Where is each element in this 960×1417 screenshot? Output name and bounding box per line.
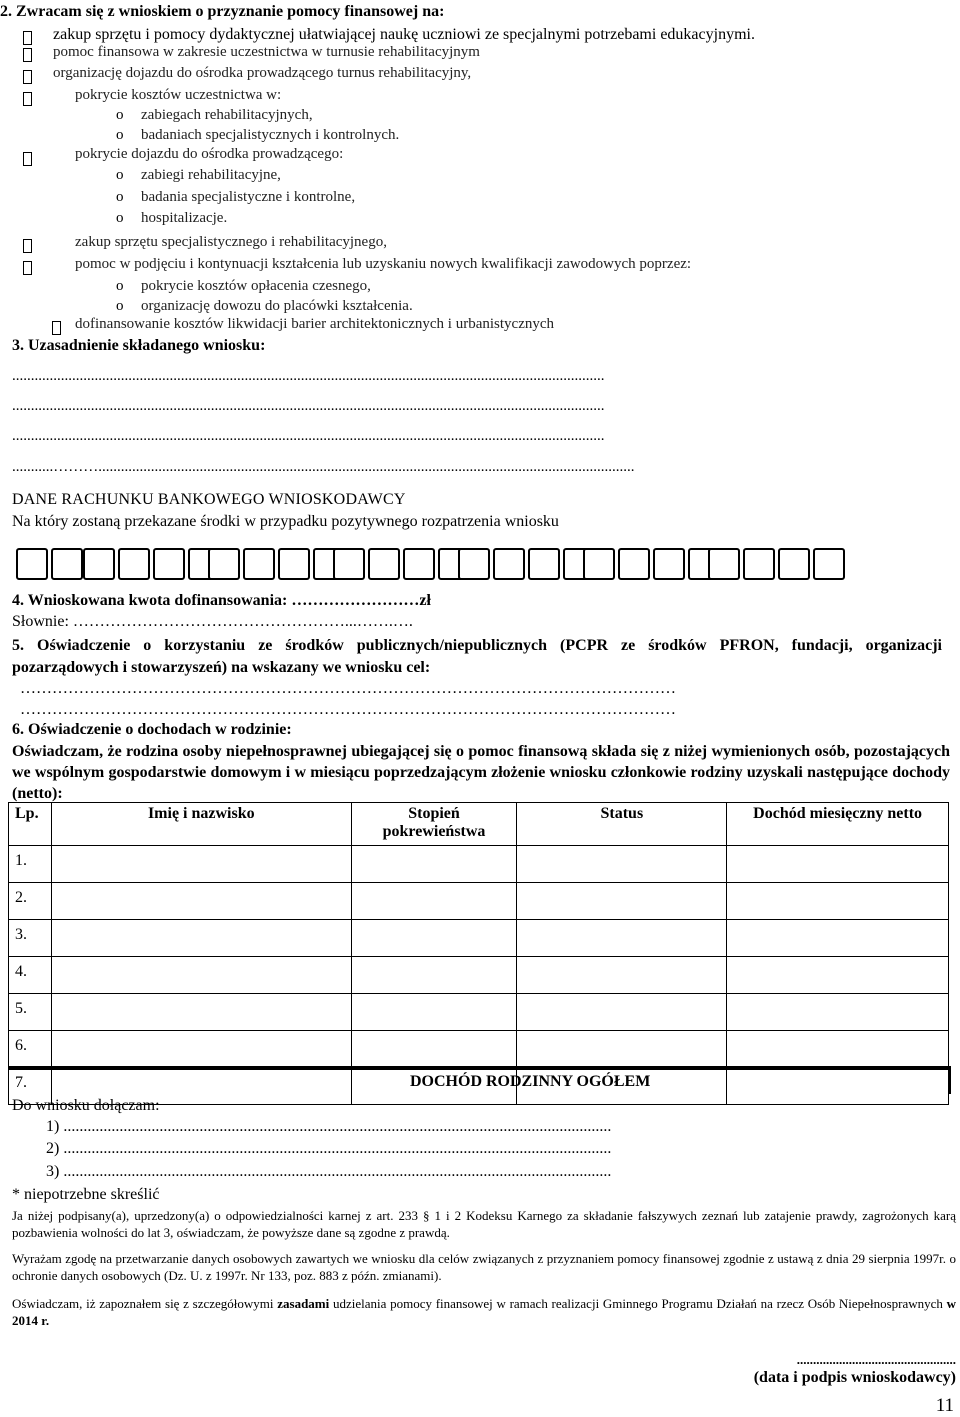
row-number: 7.: [9, 1068, 52, 1105]
amount-words-row: [12, 613, 413, 631]
rules-text-1: Oświadczam, iż zapoznałem się z szczegółowymi: [12, 1296, 278, 1311]
bank-subtitle: Na który zostaną przekazane środki w przypadku pozytywnego rozpatrzenia wniosku: [12, 513, 559, 530]
total-income-label: DOCHÓD RODZINNY OGÓŁEM: [410, 1073, 651, 1090]
account-digit-box[interactable]: [813, 548, 845, 580]
status-cell[interactable]: [517, 846, 727, 883]
checkbox-2[interactable]: [23, 48, 32, 62]
option-4a-label: zabiegach rehabilitacyjnych,: [141, 107, 313, 123]
column-header-income: Dochód miesięczny netto: [727, 803, 949, 846]
table-row: [9, 846, 949, 883]
option-5b-label: badania specjalistyczne i kontrolne,: [141, 189, 356, 205]
column-header-name: Imię i nazwisko: [51, 803, 351, 846]
amount-words-label: Słownie:: [12, 613, 73, 630]
account-digit-box[interactable]: [51, 548, 83, 580]
account-digit-box[interactable]: [278, 548, 310, 580]
name-cell[interactable]: [51, 994, 351, 1031]
option-5c-label: hospitalizacje.: [141, 210, 228, 226]
option-4-label: pokrycie kosztów uczestnictwa w:: [75, 87, 282, 103]
footnote: * niepotrzebne skreślić: [12, 1186, 160, 1203]
rules-text-2: zasadami: [277, 1296, 330, 1311]
account-digit-box[interactable]: [208, 548, 240, 580]
account-digit-box[interactable]: [653, 548, 685, 580]
income-table: [8, 802, 949, 1105]
name-cell[interactable]: [51, 920, 351, 957]
funding-line-1[interactable]: ……………………………………………………………………………………………………………: [20, 680, 676, 697]
option-7-label: pomoc w podjęciu i kontynuacji kształcenia lub uzyskaniu nowych kwalifikacji zawodowych poprzez:: [75, 256, 692, 272]
name-cell[interactable]: [51, 883, 351, 920]
amount-row: [12, 592, 431, 610]
relation-cell[interactable]: [351, 883, 517, 920]
account-group-3: [208, 548, 345, 580]
attachment-item-2[interactable]: 2) .........................................................................................................................................: [46, 1140, 612, 1157]
amount-words-field[interactable]: ……………………………………………...…….….: [72, 613, 413, 630]
option-3-label: organizację dojazdu do ośrodka prowadzącego turnus rehabilitacyjny,: [53, 65, 472, 81]
account-digit-box[interactable]: [528, 548, 560, 580]
status-cell[interactable]: [517, 920, 727, 957]
amount-label: 4. Wnioskowana kwota dofinansowania:: [12, 592, 292, 609]
row-number: 3.: [9, 920, 52, 957]
account-digit-box[interactable]: [118, 548, 150, 580]
table-row: [9, 994, 949, 1031]
option-6-label: zakup sprzętu specjalistycznego i rehabilitacyjnego,: [75, 234, 387, 250]
account-group-6: [583, 548, 720, 580]
status-cell[interactable]: [517, 994, 727, 1031]
account-digit-box[interactable]: [583, 548, 615, 580]
income-cell[interactable]: [727, 957, 949, 994]
account-digit-box[interactable]: [243, 548, 275, 580]
justification-line-2[interactable]: ..............................................................................................................................................................: [12, 398, 605, 414]
relation-cell[interactable]: [351, 994, 517, 1031]
sub-marker: o: [116, 167, 124, 183]
account-group-1: [16, 548, 83, 580]
option-8-label: dofinansowanie kosztów likwidacji barier architektonicznych i urbanistycznych: [75, 316, 555, 332]
relation-cell[interactable]: [351, 920, 517, 957]
income-cell[interactable]: [727, 846, 949, 883]
signature-label: (data i podpis wnioskodawcy): [753, 1369, 956, 1386]
table-header-row: [9, 803, 949, 846]
income-statement: Oświadczam, że rodzina osoby niepełnosprawnej ubiegającej się o pomoc finansową składa się z niżej wymienionych osób, pozostających we wspólnym gospodarstwie domowym i w miesiącu poprzedzającym złożenie wniosku członkowie rodziny uzyskali następujące dochody (netto):: [12, 743, 950, 802]
account-group-7: [708, 548, 845, 580]
legal-declaration: Ja niżej podpisany(a), uprzedzony(a) o odpowiedzialności karnej z art. 233 § 1 i 2 Kodeksu Karnego za składanie fałszywych zeznań lub zatajenie prawdy, zagrożonych karą pozbawienia wolności do lat 3, oświadczam, że powyższe dane są zgodne z prawdą.: [12, 1208, 956, 1240]
justification-line-3[interactable]: ..............................................................................................................................................................: [12, 428, 605, 444]
relation-cell[interactable]: [351, 846, 517, 883]
section-6-heading: 6. Oświadczenie o dochodach w rodzinie:: [12, 721, 292, 738]
row-number: 4.: [9, 957, 52, 994]
rules-text-3: udzielania pomocy finansowej w ramach realizacji Gminnego Programu Działań na rzecz Osób Niepełnosprawnych: [329, 1296, 947, 1311]
income-cell[interactable]: [727, 994, 949, 1031]
option-5a-label: zabiegi rehabilitacyjne,: [141, 167, 281, 183]
income-cell[interactable]: [727, 1031, 949, 1068]
column-header-status: Status: [517, 803, 727, 846]
sub-marker: o: [116, 298, 124, 314]
relation-cell[interactable]: [351, 1031, 517, 1068]
attachment-item-1[interactable]: 1) .........................................................................................................................................: [46, 1118, 612, 1135]
checkbox-8[interactable]: [52, 321, 61, 335]
account-group-4: [333, 548, 470, 580]
account-digit-box[interactable]: [333, 548, 365, 580]
account-digit-box[interactable]: [618, 548, 650, 580]
account-digit-box[interactable]: [708, 548, 740, 580]
account-group-5: [458, 548, 595, 580]
column-header-lp: Lp.: [9, 803, 52, 846]
option-5-label: pokrycie dojazdu do ośrodka prowadzącego:: [75, 146, 344, 162]
name-cell[interactable]: [51, 846, 351, 883]
checkbox-4[interactable]: [23, 92, 32, 106]
option-2-label: pomoc finansowa w zakresie uczestnictwa w turnusie rehabilitacyjnym: [53, 44, 480, 60]
account-digit-box[interactable]: [743, 548, 775, 580]
section-3-heading: 3. Uzasadnienie składanego wniosku:: [12, 337, 266, 354]
account-group-2: [83, 548, 220, 580]
relation-cell[interactable]: [351, 957, 517, 994]
rules-text-4: w 2014 r.: [12, 1296, 956, 1328]
option-1-label: zakup sprzętu i pomocy dydaktycznej ułatwiającej naukę uczniowi ze specjalnymi potrzebami edukacyjnymi.: [53, 26, 755, 43]
attachments-heading: Do wniosku dołączam:: [12, 1097, 160, 1114]
row-number: 6.: [9, 1031, 52, 1068]
checkbox-5[interactable]: [23, 152, 32, 166]
name-cell[interactable]: [51, 957, 351, 994]
income-cell[interactable]: [727, 883, 949, 920]
sub-marker: o: [116, 107, 124, 123]
amount-field[interactable]: ……………………zł: [291, 592, 431, 609]
rules-acknowledgement: [12, 1295, 956, 1329]
funding-line-2[interactable]: ……………………………………………………………………………………………………………: [20, 701, 676, 718]
table-row: [9, 1031, 949, 1068]
account-digit-box[interactable]: [368, 548, 400, 580]
account-digit-box[interactable]: [16, 548, 48, 580]
total-income-field[interactable]: [720, 1070, 951, 1094]
sub-marker: o: [116, 278, 124, 294]
signature-line[interactable]: .................................................: [796, 1352, 956, 1367]
data-consent: Wyrażam zgodę na przetwarzanie danych osobowych zawartych we wniosku dla celów związanych z przyznaniem pomocy finansowej zgodnie z ustawą z dnia 29 sierpnia 1997r. o ochronie danych osobowych (Dz. U. z 1997r. Nr 133, poz. 883 z późn. zmianami).: [12, 1251, 956, 1283]
page-number: 11: [935, 1395, 954, 1416]
status-cell[interactable]: [517, 957, 727, 994]
checkbox-3[interactable]: [23, 70, 32, 84]
row-number: 1.: [9, 846, 52, 883]
row-number: 5.: [9, 994, 52, 1031]
checkbox-7[interactable]: [23, 261, 32, 275]
column-header-relation: Stopień pokrewieństwa: [351, 803, 517, 846]
name-cell[interactable]: [51, 1031, 351, 1068]
sub-marker: o: [116, 189, 124, 205]
justification-line-4[interactable]: ...........………...............................................................................................................................................: [12, 459, 635, 475]
account-digit-box[interactable]: [778, 548, 810, 580]
account-digit-box[interactable]: [403, 548, 435, 580]
option-7b-label: organizację dowozu do placówki kształcenia.: [141, 298, 413, 314]
section-5-heading: 5. Oświadczenie o korzystaniu ze środków publicznych/niepublicznych (PCPR ze środków PFRON, fundacji, organizacji pozarządowych i stowarzyszeń) na wskazany we wniosku cel:: [12, 637, 942, 676]
table-row: [9, 883, 949, 920]
account-digit-box[interactable]: [493, 548, 525, 580]
section-2-heading: 2. Zwracam się z wnioskiem o przyznanie pomocy finansowej na:: [0, 3, 445, 20]
account-digit-box[interactable]: [458, 548, 490, 580]
justification-line-1[interactable]: ..............................................................................................................................................................: [12, 368, 605, 384]
checkbox-6[interactable]: [23, 239, 32, 253]
checkbox-1[interactable]: [23, 31, 32, 45]
option-4b-label: badaniach specjalistycznych i kontrolnych.: [141, 127, 400, 143]
account-digit-box[interactable]: [153, 548, 185, 580]
option-7a-label: pokrycie kosztów opłacenia czesnego,: [141, 278, 371, 294]
account-digit-box[interactable]: [83, 548, 115, 580]
row-number: 2.: [9, 883, 52, 920]
table-row: [9, 920, 949, 957]
income-cell[interactable]: [727, 920, 949, 957]
sub-marker: o: [116, 127, 124, 143]
bank-heading: DANE RACHUNKU BANKOWEGO WNIOSKODAWCY: [12, 491, 406, 508]
sub-marker: o: [116, 210, 124, 226]
attachment-item-3[interactable]: 3) .........................................................................................................................................: [46, 1163, 612, 1180]
table-row: [9, 957, 949, 994]
status-cell[interactable]: [517, 883, 727, 920]
status-cell[interactable]: [517, 1031, 727, 1068]
